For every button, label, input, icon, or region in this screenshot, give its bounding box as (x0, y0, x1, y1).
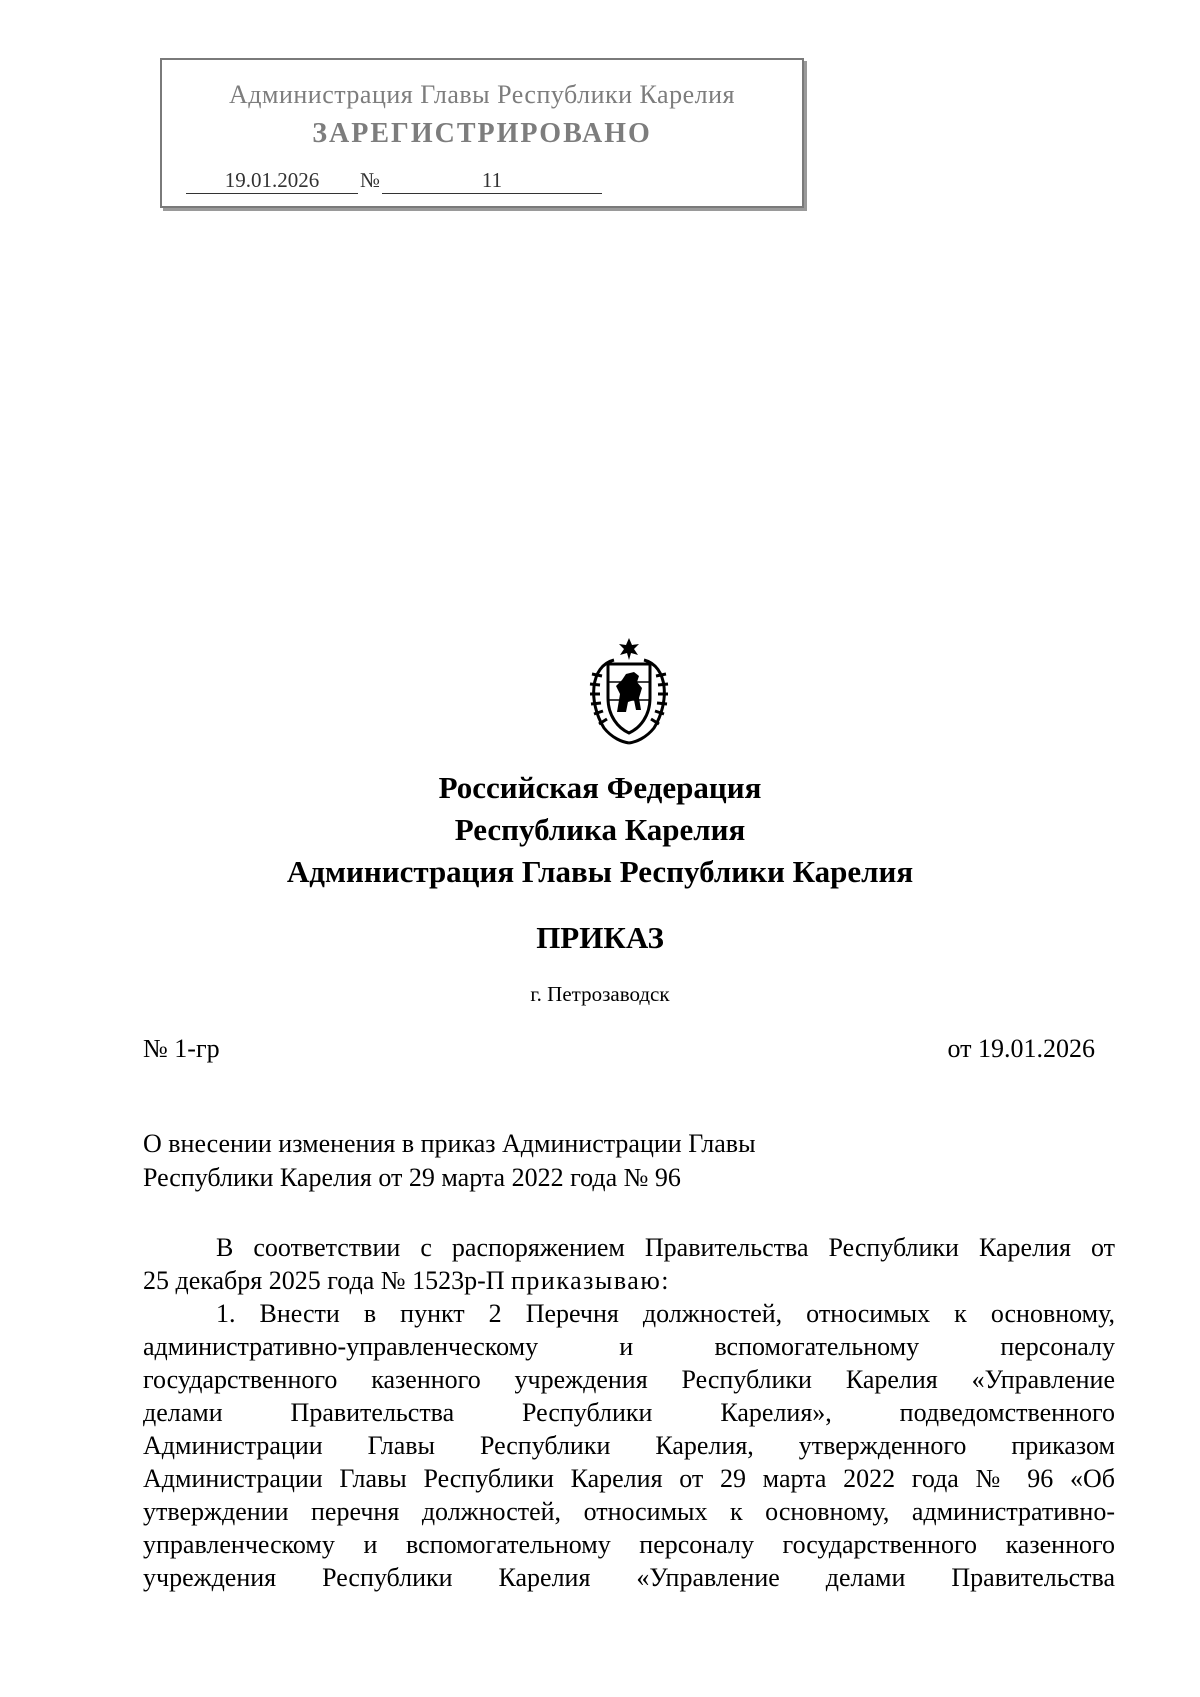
body-line: В соответствии с распоряжением Правительства Республики Карелия от (216, 1233, 1115, 1262)
karelia-coat-of-arms-icon (584, 636, 674, 746)
stamp-registration-line (186, 168, 602, 194)
header-administration: Администрация Главы Республики Карелия (286, 854, 914, 889)
stamp-number-label: № (360, 168, 381, 192)
header-country: Российская Федерация (438, 770, 762, 805)
body-line: Администрации Главы Республики Карелия от 29 марта 2022 года № 96 «Об (143, 1464, 1115, 1493)
subject-line: О внесении изменения в приказ Администрации Главы (143, 1129, 756, 1158)
header-republic: Республика Карелия (454, 812, 746, 847)
body-line: административно-управленческому и вспомогательному персоналу (143, 1332, 1115, 1361)
subject-line: Республики Карелия от 29 марта 2022 года № 96 (143, 1163, 681, 1192)
body-directive: приказываю: (511, 1266, 670, 1295)
order-date: от 19.01.2026 (947, 1034, 1095, 1063)
document-city: г. Петрозаводск (530, 982, 670, 1006)
body-line: учреждения Республики Карелия «Управление делами Правительства (143, 1563, 1115, 1592)
stamp-date: 19.01.2026 (186, 168, 358, 194)
body-line: 1. Внести в пункт 2 Перечня должностей, относимых к основному, (216, 1299, 1115, 1328)
body-line: утверждении перечня должностей, относимых к основному, административно- (143, 1497, 1115, 1526)
body-line: государственного казенного учреждения Республики Карелия «Управление (143, 1365, 1115, 1394)
order-number: № 1-гр (143, 1034, 220, 1063)
order-subject (143, 1127, 943, 1195)
body-line: управленческому и вспомогательному персоналу государственного казенного (143, 1530, 1115, 1559)
document-type: ПРИКАЗ (536, 920, 664, 955)
registration-stamp (160, 58, 804, 208)
stamp-registered-label: ЗАРЕГИСТРИРОВАНО (312, 118, 652, 149)
order-body (143, 1231, 1115, 1594)
body-text: 25 декабря 2025 года № 1523р-П (143, 1266, 512, 1295)
body-line (143, 1264, 1115, 1297)
body-line: делами Правительства Республики Карелия», подведомственного (143, 1398, 1115, 1427)
stamp-number: 11 (382, 168, 602, 194)
stamp-organization: Администрация Главы Республики Карелия (229, 80, 735, 109)
body-line: Администрации Главы Республики Карелия, утвержденного приказом (143, 1431, 1115, 1460)
